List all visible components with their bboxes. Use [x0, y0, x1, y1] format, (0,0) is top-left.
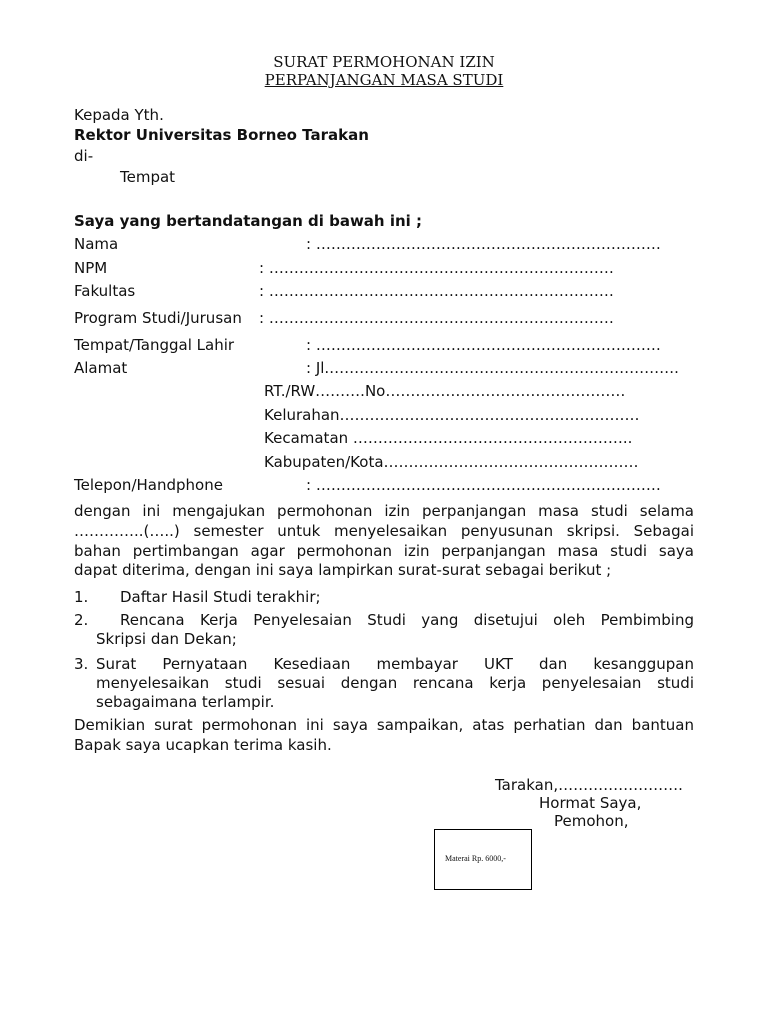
list-item-3-number: 3. [74, 655, 89, 673]
body-line-2: …………..(…..) semester untuk menyelesaikan penyusunan skripsi. Sebagai [74, 522, 694, 540]
di-label: di- [74, 147, 94, 165]
list-item-3-line-2: menyelesaikan studi sesuai dengan rencana kerja penyelesaian studi [96, 674, 694, 692]
prodi-label: Program Studi/Jurusan [74, 309, 242, 327]
title-line-1: SURAT PERMOHONAN IZIN [273, 53, 495, 71]
signature-role: Pemohon, [554, 812, 629, 830]
kecamatan-field: Kecamatan ……………………………………………….. [264, 429, 633, 447]
signature-regards: Hormat Saya, [539, 794, 642, 812]
kelurahan-field: Kelurahan…………………………………………………… [264, 406, 640, 424]
kabupaten-field: Kabupaten/Kota…………………………………………… [264, 453, 639, 471]
prodi-value: : …………………………………………………………… [259, 309, 614, 327]
intro-statement: Saya yang bertandatangan di bawah ini ; [74, 212, 423, 230]
fakultas-value: : …………………………………………………………… [259, 282, 614, 300]
list-item-1-text: Daftar Hasil Studi terakhir; [120, 588, 321, 606]
list-item-3-line-1: Surat Pernyataan Kesediaan membayar UKT dan kesanggupan [96, 655, 694, 673]
body-line-4: dapat diterima, dengan ini saya lampirkan surat-surat sebagai berikut ; [74, 561, 612, 579]
list-item-2-number: 2. [74, 611, 89, 629]
place-label: Tempat [120, 168, 176, 186]
list-item-2-line-2: Skripsi dan Dekan; [96, 630, 237, 648]
materai-stamp-box [434, 829, 532, 890]
closing-line-2: Bapak saya ucapkan terima kasih. [74, 736, 332, 754]
nama-value: : …………………………………………………………… [306, 235, 661, 253]
materai-stamp-label: Materai Rp. 6000,- [445, 854, 506, 863]
telepon-value: : …………………………………………………………… [306, 476, 661, 494]
title-line-2 [0, 71, 768, 89]
telepon-label: Telepon/Handphone [74, 476, 223, 494]
recipient: Rektor Universitas Borneo Tarakan [74, 126, 369, 144]
fakultas-label: Fakultas [74, 282, 136, 300]
list-item-3-line-3: sebagaimana terlampir. [96, 693, 275, 711]
list-item-1-number: 1. [74, 588, 89, 606]
title-line-2-text: PERPANJANGAN MASA STUDI [264, 71, 504, 89]
ttl-value: : …………………………………………………………… [306, 336, 661, 354]
closing-line-1: Demikian surat permohonan ini saya sampaikan, atas perhatian dan bantuan [74, 716, 694, 734]
list-item-2-line-1: Rencana Kerja Penyelesaian Studi yang disetujui oleh Pembimbing [120, 611, 694, 629]
rtrw-field: RT./RW……….No………………………………………… [264, 382, 626, 400]
npm-value: : …………………………………………………………… [259, 259, 614, 277]
signature-place-date: Tarakan,……………………. [495, 776, 683, 794]
npm-label: NPM [74, 259, 108, 277]
nama-label: Nama [74, 235, 119, 253]
body-line-1: dengan ini mengajukan permohonan izin perpanjangan masa studi selama [74, 502, 694, 520]
alamat-label: Alamat [74, 359, 128, 377]
ttl-label: Tempat/Tanggal Lahir [74, 336, 235, 354]
alamat-value: : Jl.……………………………………………………………. [306, 359, 679, 377]
body-line-3: bahan pertimbangan agar permohonan izin perpanjangan masa studi saya [74, 542, 694, 560]
greeting: Kepada Yth. [74, 106, 164, 124]
